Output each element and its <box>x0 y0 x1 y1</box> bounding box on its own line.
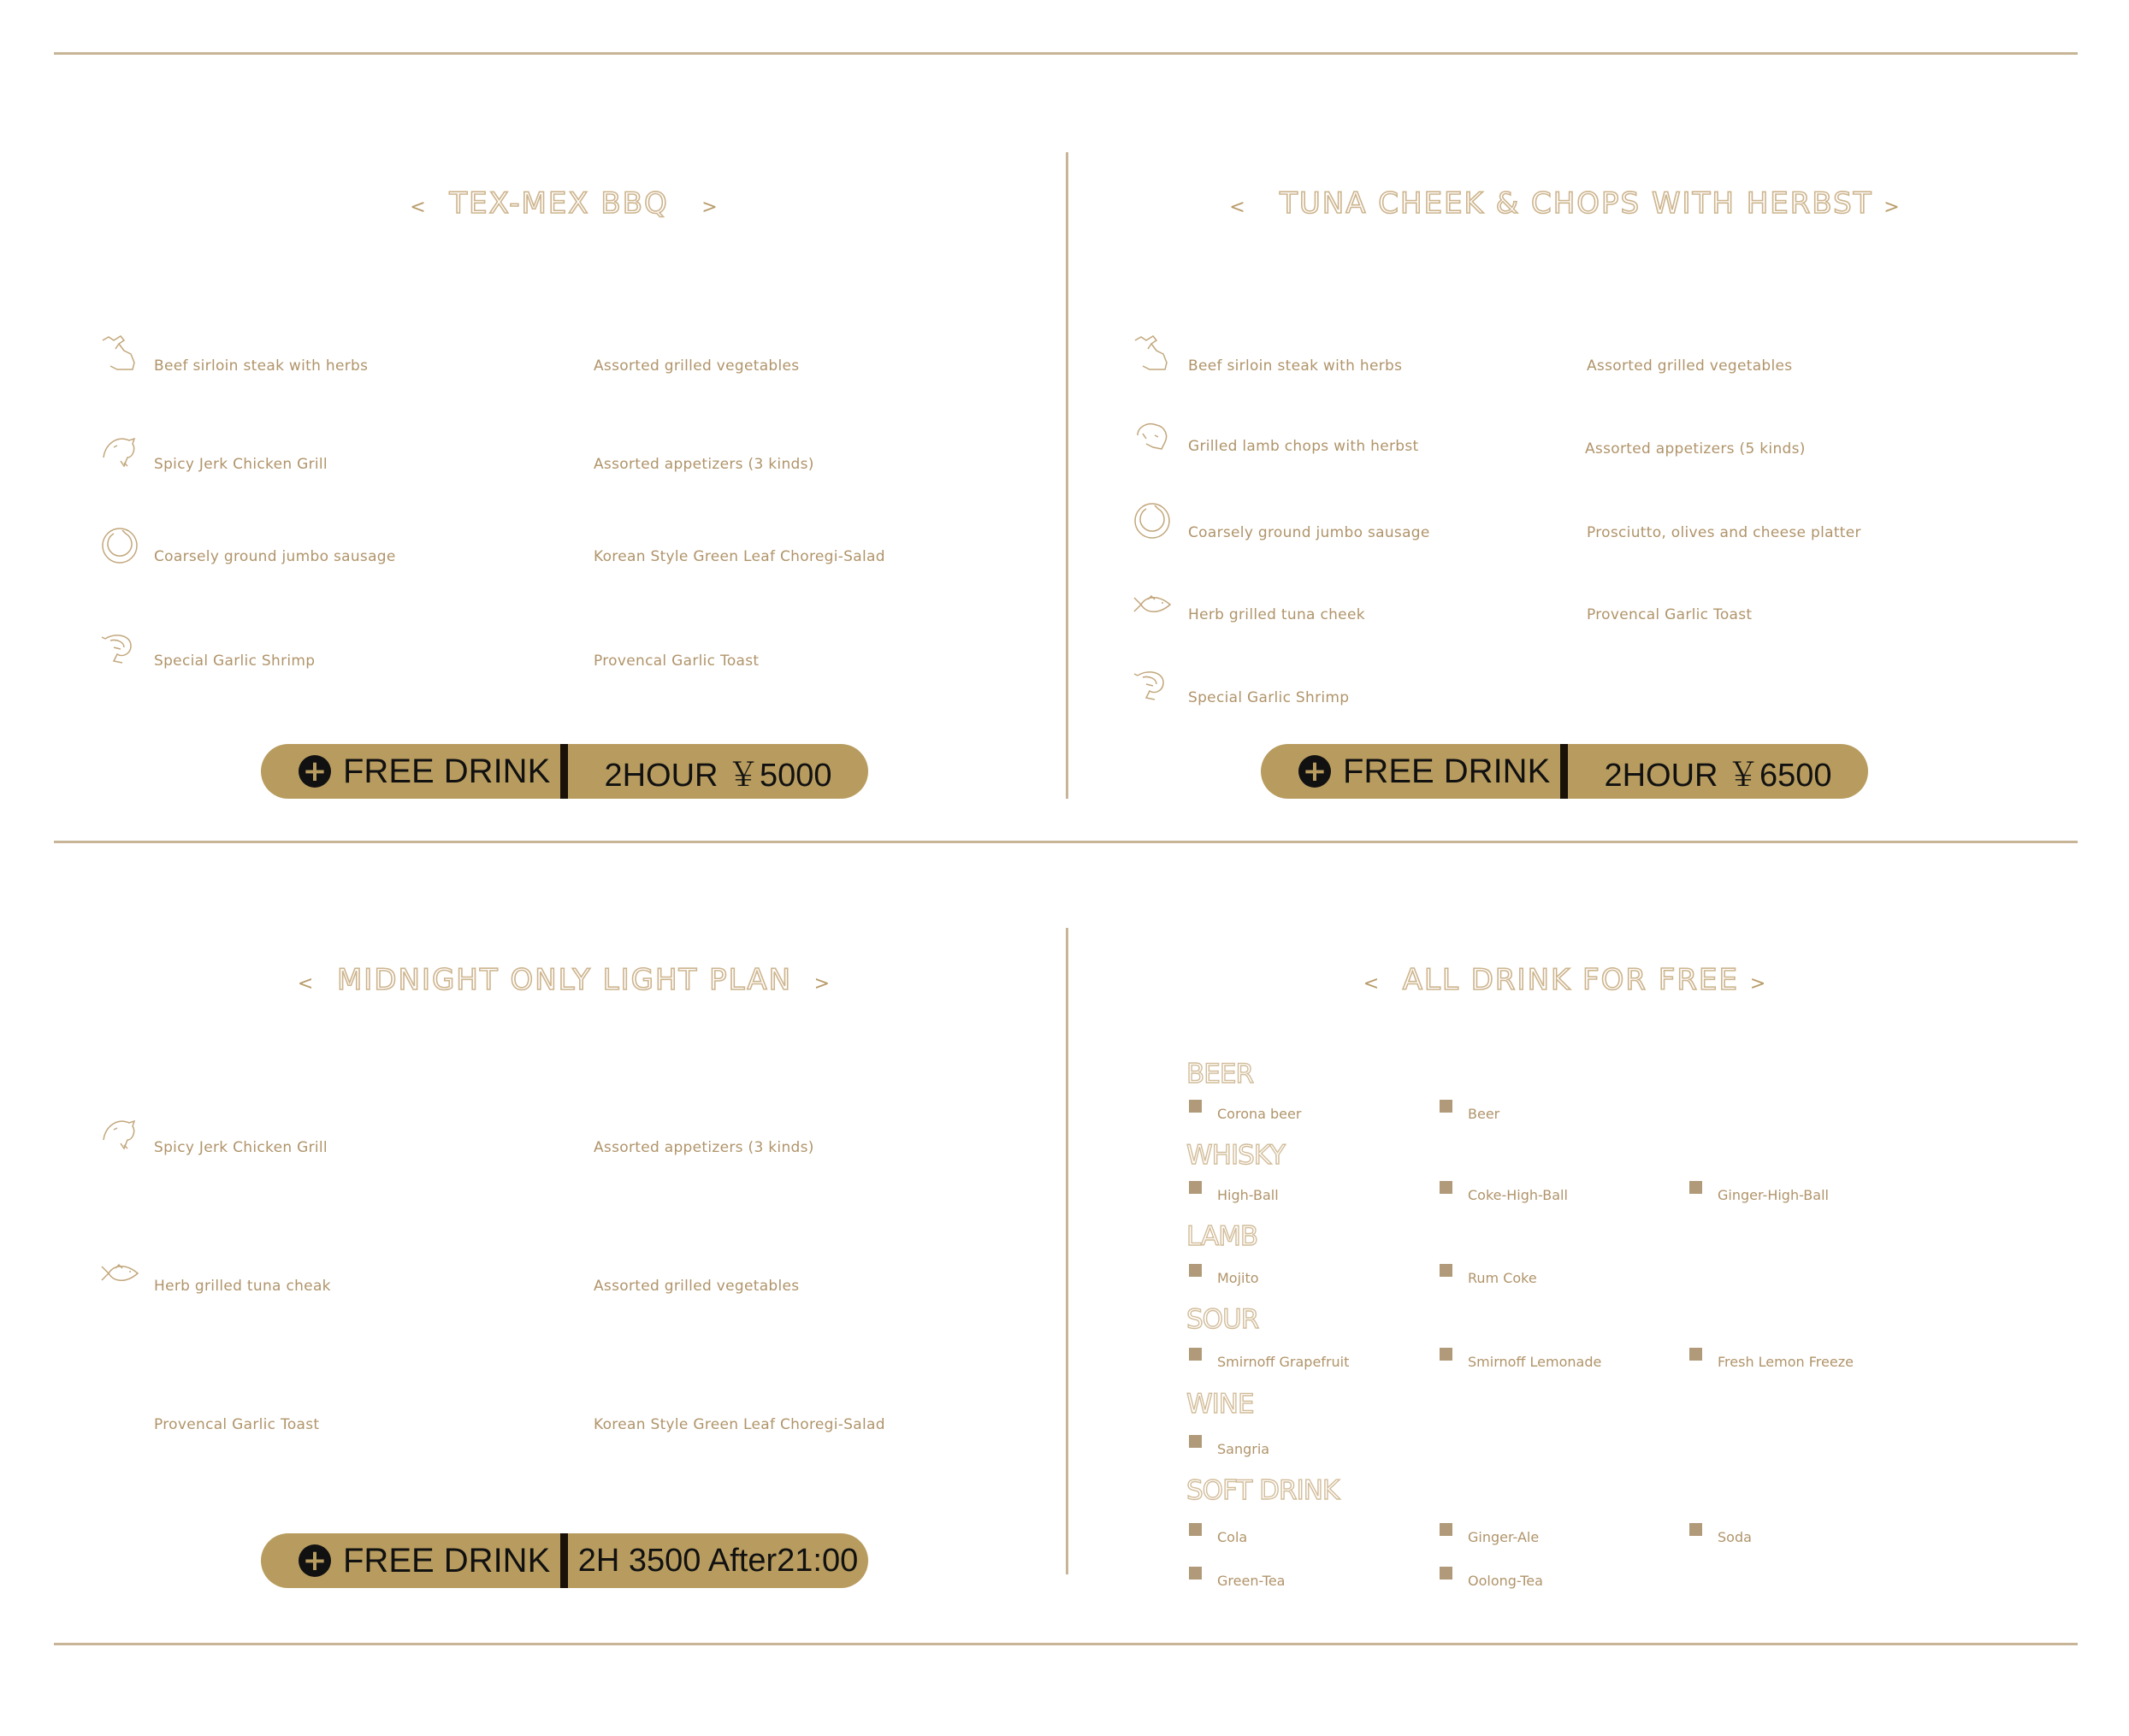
drink-item: Smirnoff Grapefruit <box>1217 1354 1350 1370</box>
tuna-left-item: Special Garlic Shrimp <box>1188 689 1350 706</box>
drink-item: Soda <box>1718 1529 1752 1545</box>
lamb-icon <box>1131 416 1174 459</box>
plus-icon: + <box>299 1544 331 1577</box>
texmex-right-item: Provencal Garlic Toast <box>594 652 760 670</box>
texmex-price-pill <box>261 744 868 799</box>
sausage-icon <box>98 523 141 566</box>
free-drink-label: FREE DRINK <box>343 752 551 790</box>
tuna-right-item: Assorted grilled vegetables <box>1587 357 1793 375</box>
bullet-square <box>1189 1435 1202 1448</box>
drink-item: Ginger-High-Ball <box>1718 1187 1829 1203</box>
drink-category: SOUR <box>1186 1304 1259 1335</box>
tuna-right-item: Assorted appetizers (5 kinds) <box>1585 440 1806 458</box>
plus-icon: + <box>299 755 331 788</box>
drink-item: Sangria <box>1217 1441 1270 1457</box>
drink-item: Smirnoff Lemonade <box>1468 1354 1602 1370</box>
tuna-right-item: Provencal Garlic Toast <box>1587 606 1753 623</box>
drink-item: Green-Tea <box>1217 1573 1286 1589</box>
texmex-left-item: Coarsely ground jumbo sausage <box>154 548 396 565</box>
texmex-left-item: Beef sirloin steak with herbs <box>154 357 369 375</box>
bullet-square <box>1440 1567 1452 1580</box>
bullet-square <box>1689 1348 1702 1361</box>
bullet-square <box>1689 1181 1702 1194</box>
plus-icon: + <box>1298 755 1331 788</box>
middle-divider <box>54 841 2078 843</box>
texmex-right-item: Assorted grilled vegetables <box>594 357 800 375</box>
bullet-square <box>1189 1348 1202 1361</box>
lower-column-divider <box>1066 928 1068 1574</box>
drink-category: LAMB <box>1186 1221 1258 1252</box>
fish-icon <box>1131 584 1174 627</box>
tuna-price-pill <box>1261 744 1868 799</box>
tuna-left-item: Grilled lamb chops with herbst <box>1188 438 1419 455</box>
pill-separator <box>1560 744 1568 799</box>
midnight-left-item: Provencal Garlic Toast <box>154 1416 320 1433</box>
price-label: 2H 3500 After21:00 <box>577 1542 859 1579</box>
drink-item: High-Ball <box>1217 1187 1279 1203</box>
texmex-left-item: Spicy Jerk Chicken Grill <box>154 456 328 473</box>
price-label: 2HOUR ￥5000 <box>604 757 832 794</box>
bottom-divider <box>54 1643 2078 1645</box>
bullet-square <box>1440 1100 1452 1113</box>
drink-category: SOFT DRINK <box>1186 1475 1339 1506</box>
bullet-square <box>1440 1181 1452 1194</box>
midnight-price-pill <box>261 1533 868 1588</box>
chicken-icon <box>98 432 141 475</box>
shrimp-icon <box>98 629 141 671</box>
sausage-icon <box>1131 499 1174 541</box>
free-drink-label: FREE DRINK <box>343 1541 551 1580</box>
pill-separator <box>560 744 568 799</box>
top-divider <box>54 52 2078 55</box>
midnight-left-item: Herb grilled tuna cheak <box>154 1278 331 1295</box>
free-drink-label: FREE DRINK <box>1343 752 1551 790</box>
bullet-square <box>1189 1523 1202 1536</box>
bullet-square <box>1189 1567 1202 1580</box>
drink-category: BEER <box>1186 1059 1253 1089</box>
drink-item: Beer <box>1468 1106 1500 1122</box>
bullet-square <box>1440 1523 1452 1536</box>
shrimp-icon <box>1131 665 1174 708</box>
pill-separator <box>560 1533 568 1588</box>
drinks-title: < ALL DRINK FOR FREE > <box>1363 963 1768 997</box>
texmex-right-item: Korean Style Green Leaf Choregi-Salad <box>594 548 885 565</box>
drink-category: WINE <box>1186 1389 1254 1420</box>
bullet-square <box>1689 1523 1702 1536</box>
fish-icon <box>98 1253 141 1296</box>
chicken-icon <box>98 1114 141 1157</box>
bullet-square <box>1440 1348 1452 1361</box>
midnight-right-item: Assorted appetizers (3 kinds) <box>594 1139 814 1156</box>
upper-column-divider <box>1066 152 1068 799</box>
tuna-left-item: Beef sirloin steak with herbs <box>1188 357 1403 375</box>
texmex-right-item: Assorted appetizers (3 kinds) <box>594 456 814 473</box>
drink-item: Corona beer <box>1217 1106 1302 1122</box>
drink-item: Oolong-Tea <box>1468 1573 1543 1589</box>
bullet-square <box>1189 1181 1202 1194</box>
midnight-right-item: Korean Style Green Leaf Choregi-Salad <box>594 1416 885 1433</box>
tuna-left-item: Coarsely ground jumbo sausage <box>1188 524 1430 541</box>
price-label: 2HOUR ￥6500 <box>1604 757 1832 794</box>
texmex-title: < TEX-MEX BBQ > <box>410 186 719 221</box>
midnight-left-item: Spicy Jerk Chicken Grill <box>154 1139 328 1156</box>
bullet-square <box>1189 1100 1202 1113</box>
cow-icon <box>98 332 141 375</box>
drink-item: Cola <box>1217 1529 1248 1545</box>
tuna-right-item: Prosciutto, olives and cheese platter <box>1587 524 1861 541</box>
bullet-square <box>1189 1264 1202 1277</box>
drink-item: Mojito <box>1217 1270 1259 1286</box>
midnight-title: < MIDNIGHT ONLY LIGHT PLAN > <box>297 963 832 997</box>
texmex-left-item: Special Garlic Shrimp <box>154 652 316 670</box>
drink-category: WHISKY <box>1186 1140 1285 1171</box>
drink-item: Ginger-Ale <box>1468 1529 1540 1545</box>
tuna-title: < TUNA CHEEK & CHOPS WITH HERBST > <box>1229 186 1901 221</box>
cow-icon <box>1131 332 1174 375</box>
tuna-left-item: Herb grilled tuna cheek <box>1188 606 1365 623</box>
drink-item: Fresh Lemon Freeze <box>1718 1354 1854 1370</box>
drink-item: Coke-High-Ball <box>1468 1187 1568 1203</box>
midnight-right-item: Assorted grilled vegetables <box>594 1278 800 1295</box>
drink-item: Rum Coke <box>1468 1270 1537 1286</box>
bullet-square <box>1440 1264 1452 1277</box>
